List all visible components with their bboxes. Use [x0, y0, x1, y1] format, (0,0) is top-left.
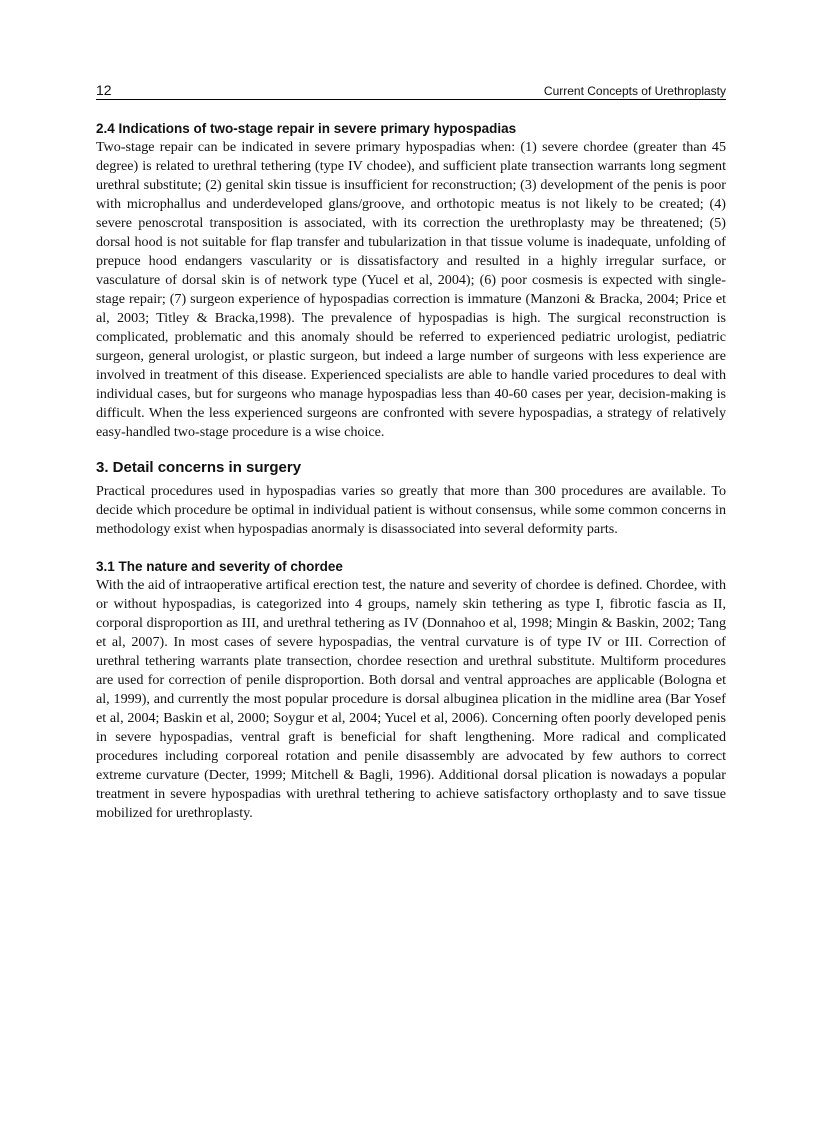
section-paragraph-3-1: With the aid of intraoperative artifical erection test, the nature and severity of chordee is defined. Chordee, with or without hypospadias, is categorized into 4 groups, namely skin tethering as type I, fibrotic fascia as II, corporal disproportion as III, and urethral tethering as IV (Donnahoo et al, 1998; Mingin & Baskin, 2002; Tang et al, 2007). In most cases of severe hypospadias, the ventral curvature is of type IV or III. Correction of urethral tethering warrants plate transection, chordee resection and urethral substitute. Multiform procedures are used for correction of penile disproportion. Both dorsal and ventral approaches are applicable (Bologna et al, 1999), and currently the most popular procedure is dorsal albuginea plication in the midline area (Bar Yosef et al, 2004; Baskin et al, 2000; Soygur et al, 2004; Yucel et al, 2006). Concerning often poorly developed penis in severe hypospadias, ventral graft is beneficial for shaft lengthening. More radical and complicated procedures including corporeal rotation and penile disassembly are advocated by few authors to correct extreme curvature (Decter, 1999; Mitchell & Bagli, 1996). Additional dorsal plication is nowadays a popular treatment in severe hypospadias with urethral tethering to achieve satisfactory orthoplasty and to save tissue mobilized for urethroplasty. [96, 577, 726, 821]
running-title: Current Concepts of Urethroplasty [543, 84, 726, 98]
section-heading-3: 3. Detail concerns in surgery [96, 459, 302, 476]
section-heading-2-4: 2.4 Indications of two-stage repair in severe primary hypospadias [96, 121, 517, 136]
section-paragraph-3: Practical procedures used in hypospadias varies so greatly that more than 300 procedures are available. To decide which procedure be optimal in individual patient is without consensus, while some common concerns in methodology exist when hypospadias anormaly is disassociated into several deformity parts. [96, 483, 726, 537]
section-heading-3-1: 3.1 The nature and severity of chordee [96, 559, 343, 574]
section-paragraph-2-4: Two-stage repair can be indicated in severe primary hypospadias when: (1) severe chordee (greater than 45 degree) is related to urethral tethering (type IV chodee), and sufficient plate transection warrants long segment urethral substitute; (2) genital skin tissue is insufficient for reconstruction; (3) development of the penis is poor with microphallus and underdeveloped glans/groove, and orthotopic meatus is not likely to be created; (4) severe penoscrotal transposition is associated, with its correction the urethroplasty may be threatened; (5) dorsal hood is not suitable for flap transfer and tubularization in that tissue volume is inadequate, unfolding of prepuce hood endangers vascularity or is dissatisfactory and resulted in a highly irregular surface, or vasculature of dorsal skin is of network type (Yucel et al, 2004); (6) poor cosmesis is expected with single-stage repair; (7) surgeon experience of hypospadias correction is immature (Manzoni & Bracka, 2004; Price et al, 2003; Titley & Bracka,1998). The prevalence of hypospadias is high. The surgical reconstruction is complicated, problematic and this anomaly should be referred to experienced pediatric urologist, pediatric surgeon, general urologist, or plastic surgeon, but indeed a large number of surgeons with less experience are involved in treatment of this disease. Experienced specialists are able to handle varied procedures to deal with individual cases, but for surgeons who manage hypospadias less than 40-60 cases per year, decision-making is difficult. When the less experienced surgeons are confronted with severe hypospadias, a strategy of relatively easy-handled two-stage procedure is a wise choice. [96, 139, 726, 440]
page-header [96, 78, 726, 100]
page-number: 12 [96, 82, 112, 98]
document-page [96, 78, 726, 823]
